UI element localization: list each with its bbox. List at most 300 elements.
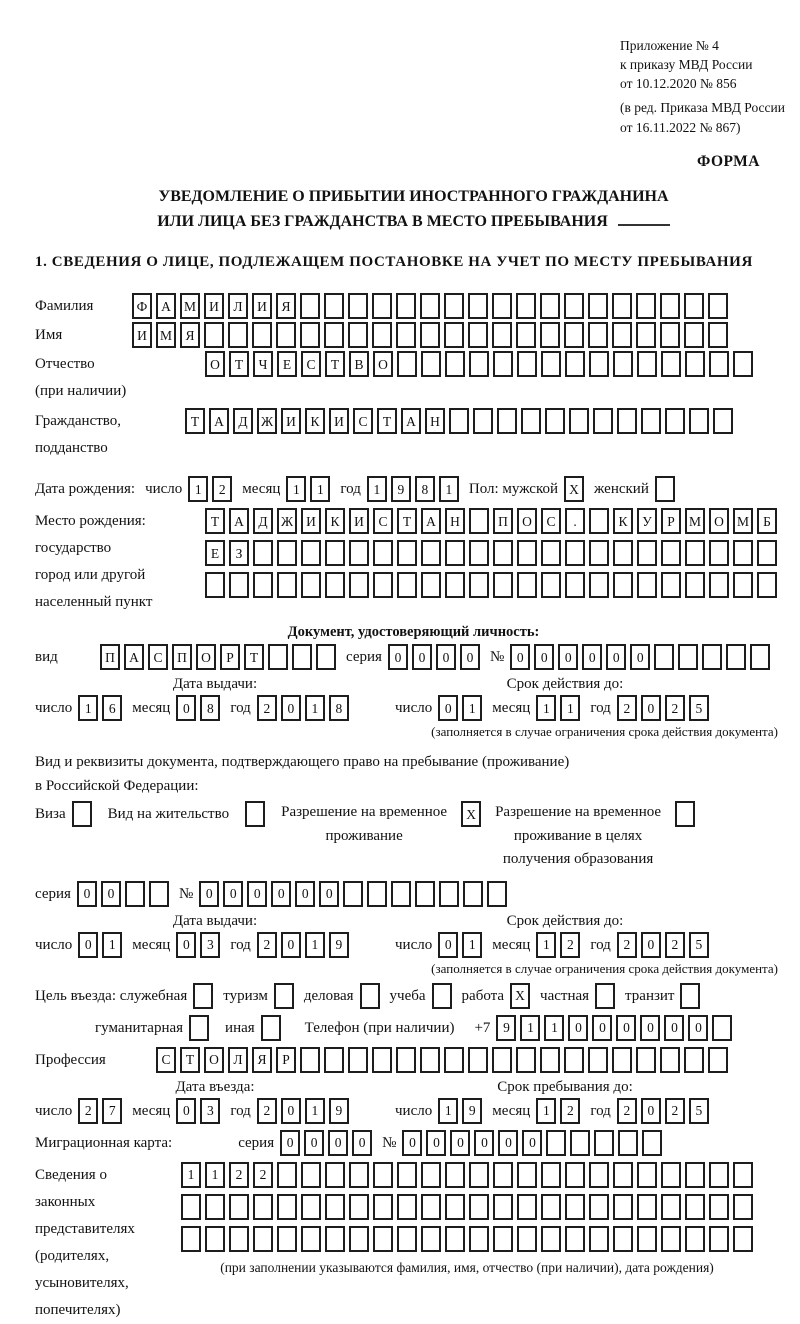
form-cell[interactable]: 2 bbox=[665, 932, 685, 958]
form-cell[interactable] bbox=[588, 293, 608, 319]
form-cell[interactable] bbox=[589, 1162, 609, 1188]
form-cell[interactable] bbox=[373, 1194, 393, 1220]
form-cell[interactable]: 1 bbox=[439, 476, 459, 502]
form-cell[interactable]: 0 bbox=[450, 1130, 470, 1156]
form-cell[interactable] bbox=[493, 1226, 513, 1252]
form-cell[interactable]: 8 bbox=[329, 695, 349, 721]
form-cell[interactable]: О bbox=[517, 508, 537, 534]
form-cell[interactable]: М bbox=[685, 508, 705, 534]
form-cell[interactable]: 1 bbox=[181, 1162, 201, 1188]
form-cell[interactable]: А bbox=[421, 508, 441, 534]
form-cell[interactable]: Т bbox=[244, 644, 264, 670]
form-cell[interactable] bbox=[348, 1047, 368, 1073]
form-cell[interactable]: Б bbox=[757, 508, 777, 534]
form-cell[interactable]: 1 bbox=[544, 1015, 564, 1041]
form-cell[interactable] bbox=[449, 408, 469, 434]
form-cell[interactable] bbox=[325, 1194, 345, 1220]
form-cell[interactable]: 1 bbox=[188, 476, 208, 502]
form-cell[interactable]: С bbox=[373, 508, 393, 534]
form-cell[interactable] bbox=[343, 881, 363, 907]
form-cell[interactable] bbox=[252, 322, 272, 348]
form-cell[interactable] bbox=[733, 1162, 753, 1188]
form-cell[interactable]: 5 bbox=[689, 932, 709, 958]
form-cell[interactable] bbox=[372, 293, 392, 319]
form-cell[interactable] bbox=[661, 1162, 681, 1188]
form-cell[interactable] bbox=[589, 1194, 609, 1220]
form-cell[interactable] bbox=[445, 1194, 465, 1220]
form-cell[interactable]: 0 bbox=[319, 881, 339, 907]
form-cell[interactable] bbox=[245, 801, 265, 827]
form-cell[interactable] bbox=[637, 351, 657, 377]
form-cell[interactable]: 0 bbox=[77, 881, 97, 907]
form-cell[interactable]: 5 bbox=[689, 1098, 709, 1124]
form-cell[interactable]: 9 bbox=[496, 1015, 516, 1041]
form-cell[interactable] bbox=[517, 1162, 537, 1188]
form-cell[interactable] bbox=[660, 293, 680, 319]
form-cell[interactable]: 0 bbox=[664, 1015, 684, 1041]
form-cell[interactable] bbox=[421, 1226, 441, 1252]
form-cell[interactable] bbox=[733, 351, 753, 377]
form-cell[interactable] bbox=[565, 351, 585, 377]
form-cell[interactable] bbox=[733, 1194, 753, 1220]
form-cell[interactable] bbox=[228, 322, 248, 348]
form-cell[interactable] bbox=[709, 1162, 729, 1188]
form-cell[interactable]: 1 bbox=[536, 932, 556, 958]
form-cell[interactable] bbox=[516, 322, 536, 348]
form-cell[interactable] bbox=[613, 572, 633, 598]
form-cell[interactable]: И bbox=[281, 408, 301, 434]
form-cell[interactable]: Т bbox=[185, 408, 205, 434]
form-cell[interactable] bbox=[541, 351, 561, 377]
form-cell[interactable] bbox=[373, 1162, 393, 1188]
form-cell[interactable] bbox=[564, 322, 584, 348]
form-cell[interactable] bbox=[492, 322, 512, 348]
form-cell[interactable] bbox=[445, 1162, 465, 1188]
form-cell[interactable] bbox=[372, 322, 392, 348]
form-cell[interactable]: 1 bbox=[520, 1015, 540, 1041]
form-cell[interactable]: Т bbox=[325, 351, 345, 377]
form-cell[interactable]: Т bbox=[180, 1047, 200, 1073]
form-cell[interactable]: 0 bbox=[582, 644, 602, 670]
form-cell[interactable] bbox=[733, 572, 753, 598]
form-cell[interactable] bbox=[613, 1194, 633, 1220]
form-cell[interactable] bbox=[709, 351, 729, 377]
form-cell[interactable]: 0 bbox=[388, 644, 408, 670]
form-cell[interactable]: 2 bbox=[665, 1098, 685, 1124]
form-cell[interactable]: С bbox=[353, 408, 373, 434]
form-cell[interactable]: 8 bbox=[200, 695, 220, 721]
form-cell[interactable]: 3 bbox=[200, 1098, 220, 1124]
form-cell[interactable] bbox=[373, 572, 393, 598]
form-cell[interactable] bbox=[468, 322, 488, 348]
form-cell[interactable] bbox=[685, 351, 705, 377]
form-cell[interactable]: 0 bbox=[199, 881, 219, 907]
form-cell[interactable]: И bbox=[329, 408, 349, 434]
form-cell[interactable] bbox=[181, 1226, 201, 1252]
form-cell[interactable] bbox=[660, 1047, 680, 1073]
form-cell[interactable] bbox=[397, 572, 417, 598]
form-cell[interactable]: 0 bbox=[534, 644, 554, 670]
form-cell[interactable]: Т bbox=[205, 508, 225, 534]
form-cell[interactable]: 0 bbox=[498, 1130, 518, 1156]
form-cell[interactable]: О bbox=[373, 351, 393, 377]
form-cell[interactable]: 9 bbox=[391, 476, 411, 502]
form-cell[interactable]: С bbox=[301, 351, 321, 377]
form-cell[interactable]: 1 bbox=[205, 1162, 225, 1188]
form-cell[interactable] bbox=[564, 293, 584, 319]
form-cell[interactable] bbox=[445, 540, 465, 566]
form-cell[interactable] bbox=[473, 408, 493, 434]
form-cell[interactable] bbox=[229, 1226, 249, 1252]
form-cell[interactable]: 0 bbox=[176, 1098, 196, 1124]
form-cell[interactable] bbox=[516, 1047, 536, 1073]
form-cell[interactable] bbox=[193, 983, 213, 1009]
form-cell[interactable]: 0 bbox=[281, 932, 301, 958]
form-cell[interactable]: А bbox=[209, 408, 229, 434]
form-cell[interactable]: И bbox=[349, 508, 369, 534]
form-cell[interactable] bbox=[712, 1015, 732, 1041]
form-cell[interactable]: 2 bbox=[257, 932, 277, 958]
form-cell[interactable]: 0 bbox=[474, 1130, 494, 1156]
form-cell[interactable] bbox=[301, 1226, 321, 1252]
form-cell[interactable] bbox=[612, 293, 632, 319]
form-cell[interactable]: Л bbox=[228, 1047, 248, 1073]
form-cell[interactable]: 1 bbox=[462, 932, 482, 958]
form-cell[interactable] bbox=[445, 351, 465, 377]
form-cell[interactable] bbox=[661, 1226, 681, 1252]
form-cell[interactable]: 0 bbox=[641, 1098, 661, 1124]
form-cell[interactable] bbox=[276, 322, 296, 348]
form-cell[interactable]: X bbox=[461, 801, 481, 827]
form-cell[interactable] bbox=[396, 322, 416, 348]
form-cell[interactable] bbox=[540, 322, 560, 348]
form-cell[interactable] bbox=[589, 508, 609, 534]
form-cell[interactable] bbox=[367, 881, 387, 907]
form-cell[interactable] bbox=[517, 540, 537, 566]
form-cell[interactable] bbox=[277, 540, 297, 566]
form-cell[interactable]: 1 bbox=[305, 932, 325, 958]
form-cell[interactable]: Ф bbox=[132, 293, 152, 319]
form-cell[interactable] bbox=[708, 1047, 728, 1073]
form-cell[interactable] bbox=[661, 1194, 681, 1220]
form-cell[interactable] bbox=[493, 540, 513, 566]
form-cell[interactable]: С bbox=[541, 508, 561, 534]
form-cell[interactable] bbox=[420, 322, 440, 348]
form-cell[interactable] bbox=[541, 1162, 561, 1188]
form-cell[interactable]: К bbox=[305, 408, 325, 434]
form-cell[interactable] bbox=[733, 540, 753, 566]
form-cell[interactable] bbox=[421, 1162, 441, 1188]
form-cell[interactable] bbox=[665, 408, 685, 434]
form-cell[interactable]: Т bbox=[229, 351, 249, 377]
form-cell[interactable] bbox=[660, 322, 680, 348]
form-cell[interactable] bbox=[565, 572, 585, 598]
form-cell[interactable] bbox=[397, 1162, 417, 1188]
form-cell[interactable] bbox=[469, 1226, 489, 1252]
form-cell[interactable] bbox=[517, 1226, 537, 1252]
form-cell[interactable] bbox=[397, 351, 417, 377]
form-cell[interactable]: 9 bbox=[329, 932, 349, 958]
form-cell[interactable] bbox=[570, 1130, 590, 1156]
form-cell[interactable]: 0 bbox=[522, 1130, 542, 1156]
form-cell[interactable] bbox=[72, 801, 92, 827]
form-cell[interactable] bbox=[709, 540, 729, 566]
form-cell[interactable] bbox=[373, 1226, 393, 1252]
form-cell[interactable] bbox=[617, 408, 637, 434]
form-cell[interactable]: Р bbox=[220, 644, 240, 670]
form-cell[interactable]: 0 bbox=[176, 695, 196, 721]
form-cell[interactable] bbox=[708, 293, 728, 319]
form-cell[interactable]: 0 bbox=[606, 644, 626, 670]
form-cell[interactable] bbox=[348, 293, 368, 319]
form-cell[interactable]: 2 bbox=[253, 1162, 273, 1188]
form-cell[interactable] bbox=[541, 540, 561, 566]
form-cell[interactable]: А bbox=[124, 644, 144, 670]
form-cell[interactable]: 0 bbox=[460, 644, 480, 670]
form-cell[interactable] bbox=[149, 881, 169, 907]
form-cell[interactable] bbox=[205, 572, 225, 598]
form-cell[interactable] bbox=[349, 572, 369, 598]
form-cell[interactable]: 1 bbox=[305, 695, 325, 721]
form-cell[interactable]: Д bbox=[233, 408, 253, 434]
form-cell[interactable]: 1 bbox=[310, 476, 330, 502]
form-cell[interactable] bbox=[445, 572, 465, 598]
form-cell[interactable]: 6 bbox=[102, 695, 122, 721]
form-cell[interactable] bbox=[641, 408, 661, 434]
form-cell[interactable]: М bbox=[180, 293, 200, 319]
form-cell[interactable] bbox=[541, 1194, 561, 1220]
form-cell[interactable] bbox=[421, 351, 441, 377]
form-cell[interactable]: 0 bbox=[641, 932, 661, 958]
form-cell[interactable] bbox=[421, 1194, 441, 1220]
form-cell[interactable]: 0 bbox=[640, 1015, 660, 1041]
form-cell[interactable]: 0 bbox=[568, 1015, 588, 1041]
form-cell[interactable]: 1 bbox=[560, 695, 580, 721]
form-cell[interactable]: О bbox=[196, 644, 216, 670]
form-cell[interactable] bbox=[316, 644, 336, 670]
form-cell[interactable] bbox=[702, 644, 722, 670]
form-cell[interactable] bbox=[468, 1047, 488, 1073]
form-cell[interactable] bbox=[709, 1194, 729, 1220]
form-cell[interactable] bbox=[487, 881, 507, 907]
form-cell[interactable]: 0 bbox=[412, 644, 432, 670]
form-cell[interactable]: В bbox=[349, 351, 369, 377]
form-cell[interactable]: Я bbox=[180, 322, 200, 348]
form-cell[interactable] bbox=[757, 540, 777, 566]
form-cell[interactable] bbox=[757, 572, 777, 598]
form-cell[interactable] bbox=[301, 572, 321, 598]
form-cell[interactable] bbox=[373, 540, 393, 566]
form-cell[interactable] bbox=[324, 1047, 344, 1073]
form-cell[interactable] bbox=[613, 1226, 633, 1252]
form-cell[interactable] bbox=[253, 540, 273, 566]
form-cell[interactable] bbox=[588, 1047, 608, 1073]
form-cell[interactable] bbox=[565, 1162, 585, 1188]
form-cell[interactable]: 2 bbox=[78, 1098, 98, 1124]
form-cell[interactable] bbox=[300, 293, 320, 319]
form-cell[interactable] bbox=[420, 293, 440, 319]
form-cell[interactable] bbox=[391, 881, 411, 907]
form-cell[interactable] bbox=[685, 1162, 705, 1188]
form-cell[interactable] bbox=[277, 1194, 297, 1220]
form-cell[interactable]: О bbox=[709, 508, 729, 534]
form-cell[interactable] bbox=[432, 983, 452, 1009]
form-cell[interactable]: 0 bbox=[438, 695, 458, 721]
form-cell[interactable] bbox=[324, 322, 344, 348]
form-cell[interactable] bbox=[637, 1194, 657, 1220]
form-cell[interactable]: И bbox=[252, 293, 272, 319]
form-cell[interactable] bbox=[654, 644, 674, 670]
form-cell[interactable] bbox=[444, 322, 464, 348]
form-cell[interactable] bbox=[469, 508, 489, 534]
form-cell[interactable]: 2 bbox=[257, 1098, 277, 1124]
form-cell[interactable] bbox=[689, 408, 709, 434]
form-cell[interactable]: 1 bbox=[102, 932, 122, 958]
form-cell[interactable]: А bbox=[229, 508, 249, 534]
form-cell[interactable] bbox=[277, 1162, 297, 1188]
form-cell[interactable]: 0 bbox=[616, 1015, 636, 1041]
form-cell[interactable] bbox=[521, 408, 541, 434]
form-cell[interactable] bbox=[493, 572, 513, 598]
form-cell[interactable] bbox=[636, 1047, 656, 1073]
form-cell[interactable] bbox=[540, 1047, 560, 1073]
form-cell[interactable] bbox=[637, 540, 657, 566]
form-cell[interactable] bbox=[612, 322, 632, 348]
form-cell[interactable] bbox=[397, 1226, 417, 1252]
form-cell[interactable] bbox=[463, 881, 483, 907]
form-cell[interactable]: 5 bbox=[689, 695, 709, 721]
form-cell[interactable] bbox=[618, 1130, 638, 1156]
form-cell[interactable] bbox=[349, 540, 369, 566]
form-cell[interactable] bbox=[565, 1226, 585, 1252]
form-cell[interactable]: К bbox=[613, 508, 633, 534]
form-cell[interactable] bbox=[709, 572, 729, 598]
form-cell[interactable] bbox=[637, 1162, 657, 1188]
form-cell[interactable] bbox=[637, 572, 657, 598]
form-cell[interactable] bbox=[492, 1047, 512, 1073]
form-cell[interactable] bbox=[541, 1226, 561, 1252]
form-cell[interactable]: С bbox=[156, 1047, 176, 1073]
form-cell[interactable]: Д bbox=[253, 508, 273, 534]
form-cell[interactable] bbox=[685, 1226, 705, 1252]
form-cell[interactable] bbox=[301, 1194, 321, 1220]
form-cell[interactable] bbox=[612, 1047, 632, 1073]
form-cell[interactable]: 0 bbox=[436, 644, 456, 670]
form-cell[interactable]: 0 bbox=[280, 1130, 300, 1156]
form-cell[interactable] bbox=[564, 1047, 584, 1073]
form-cell[interactable] bbox=[468, 293, 488, 319]
form-cell[interactable] bbox=[685, 1194, 705, 1220]
form-cell[interactable] bbox=[348, 322, 368, 348]
form-cell[interactable] bbox=[204, 322, 224, 348]
form-cell[interactable] bbox=[469, 540, 489, 566]
form-cell[interactable]: 2 bbox=[212, 476, 232, 502]
form-cell[interactable]: 2 bbox=[560, 1098, 580, 1124]
form-cell[interactable] bbox=[685, 540, 705, 566]
form-cell[interactable] bbox=[613, 351, 633, 377]
form-cell[interactable]: 1 bbox=[536, 1098, 556, 1124]
form-cell[interactable] bbox=[636, 293, 656, 319]
form-cell[interactable] bbox=[589, 572, 609, 598]
form-cell[interactable] bbox=[324, 293, 344, 319]
form-cell[interactable]: 0 bbox=[271, 881, 291, 907]
form-cell[interactable] bbox=[292, 644, 312, 670]
form-cell[interactable] bbox=[493, 1162, 513, 1188]
form-cell[interactable]: Ж bbox=[257, 408, 277, 434]
form-cell[interactable]: У bbox=[637, 508, 657, 534]
form-cell[interactable] bbox=[181, 1194, 201, 1220]
form-cell[interactable] bbox=[546, 1130, 566, 1156]
form-cell[interactable] bbox=[372, 1047, 392, 1073]
form-cell[interactable]: 1 bbox=[78, 695, 98, 721]
form-cell[interactable]: Н bbox=[425, 408, 445, 434]
form-cell[interactable] bbox=[678, 644, 698, 670]
form-cell[interactable]: Н bbox=[445, 508, 465, 534]
form-cell[interactable]: 2 bbox=[617, 1098, 637, 1124]
form-cell[interactable]: Я bbox=[252, 1047, 272, 1073]
form-cell[interactable]: X bbox=[510, 983, 530, 1009]
form-cell[interactable] bbox=[421, 540, 441, 566]
form-cell[interactable]: 2 bbox=[665, 695, 685, 721]
form-cell[interactable] bbox=[205, 1194, 225, 1220]
form-cell[interactable] bbox=[685, 572, 705, 598]
form-cell[interactable] bbox=[421, 572, 441, 598]
form-cell[interactable] bbox=[469, 1162, 489, 1188]
form-cell[interactable] bbox=[661, 351, 681, 377]
form-cell[interactable]: М bbox=[733, 508, 753, 534]
form-cell[interactable]: 1 bbox=[286, 476, 306, 502]
form-cell[interactable]: Р bbox=[661, 508, 681, 534]
form-cell[interactable] bbox=[493, 351, 513, 377]
form-cell[interactable]: Л bbox=[228, 293, 248, 319]
form-cell[interactable] bbox=[569, 408, 589, 434]
form-cell[interactable]: 0 bbox=[402, 1130, 422, 1156]
form-cell[interactable] bbox=[444, 1047, 464, 1073]
form-cell[interactable] bbox=[517, 351, 537, 377]
form-cell[interactable]: И bbox=[132, 322, 152, 348]
form-cell[interactable] bbox=[516, 293, 536, 319]
form-cell[interactable] bbox=[469, 1194, 489, 1220]
form-cell[interactable] bbox=[300, 322, 320, 348]
form-cell[interactable] bbox=[517, 572, 537, 598]
form-cell[interactable]: М bbox=[156, 322, 176, 348]
form-cell[interactable]: 0 bbox=[510, 644, 530, 670]
form-cell[interactable]: И bbox=[301, 508, 321, 534]
form-cell[interactable] bbox=[301, 1162, 321, 1188]
form-cell[interactable] bbox=[253, 1194, 273, 1220]
form-cell[interactable] bbox=[709, 1226, 729, 1252]
form-cell[interactable]: 0 bbox=[558, 644, 578, 670]
form-cell[interactable] bbox=[444, 293, 464, 319]
form-cell[interactable] bbox=[125, 881, 145, 907]
form-cell[interactable] bbox=[325, 1226, 345, 1252]
form-cell[interactable]: К bbox=[325, 508, 345, 534]
form-cell[interactable] bbox=[415, 881, 435, 907]
form-cell[interactable]: X bbox=[564, 476, 584, 502]
form-cell[interactable] bbox=[661, 572, 681, 598]
form-cell[interactable] bbox=[589, 540, 609, 566]
form-cell[interactable] bbox=[229, 572, 249, 598]
form-cell[interactable] bbox=[360, 983, 380, 1009]
form-cell[interactable] bbox=[420, 1047, 440, 1073]
form-cell[interactable] bbox=[189, 1015, 209, 1041]
form-cell[interactable]: Ж bbox=[277, 508, 297, 534]
form-cell[interactable]: 2 bbox=[617, 932, 637, 958]
form-cell[interactable] bbox=[325, 540, 345, 566]
form-cell[interactable]: 0 bbox=[630, 644, 650, 670]
form-cell[interactable] bbox=[277, 1226, 297, 1252]
form-cell[interactable] bbox=[277, 572, 297, 598]
